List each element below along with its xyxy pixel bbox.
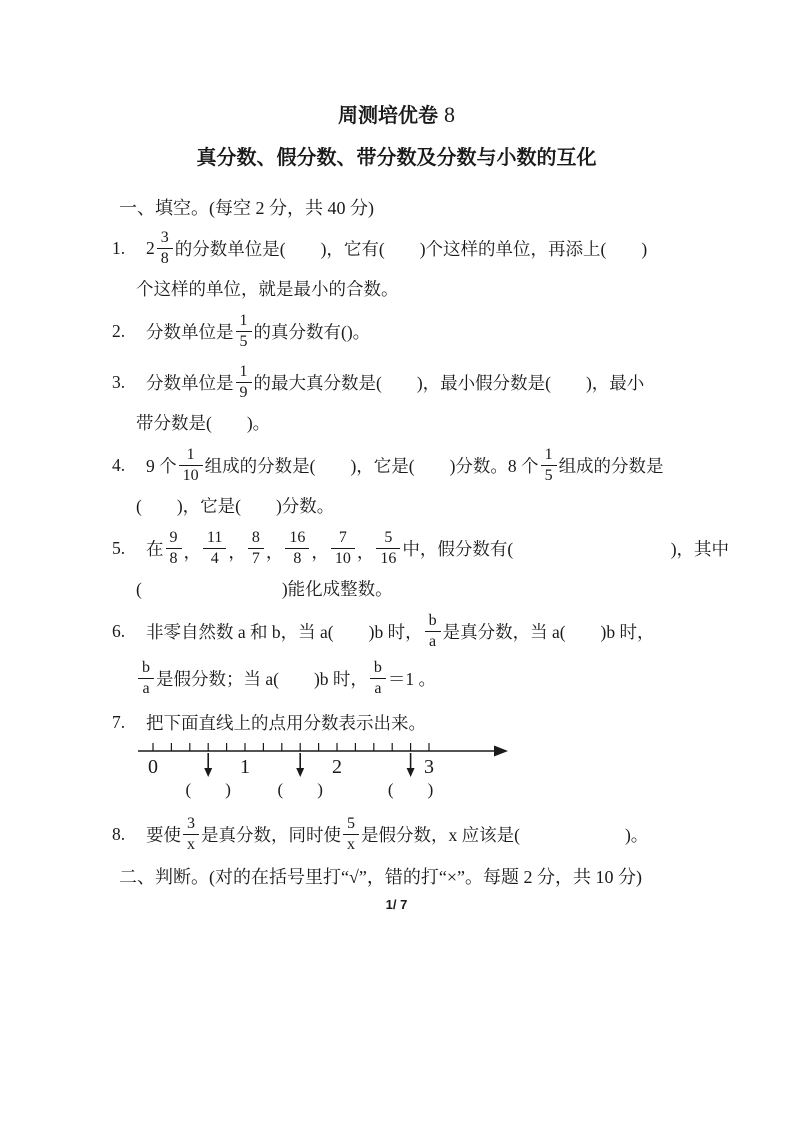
question-5 — [112, 528, 730, 601]
fraction-numerator: 7 — [331, 528, 355, 549]
text-run: 在 — [146, 539, 164, 559]
fraction-numerator: 1 — [541, 445, 557, 466]
question-number: 2. — [112, 321, 126, 341]
fraction-numerator: 5 — [343, 814, 359, 835]
fraction — [248, 528, 264, 569]
numberline-answer-blank-1: ( ) — [185, 780, 231, 799]
question-7 — [112, 709, 702, 804]
fraction — [157, 228, 173, 269]
fraction-denominator: 10 — [182, 467, 199, 484]
fraction-numerator: 11 — [203, 528, 226, 549]
fraction — [166, 528, 182, 569]
fraction-denominator: x — [187, 836, 195, 853]
numberline-label-1: 1 — [240, 756, 250, 778]
question-number: 7. — [112, 711, 126, 732]
fraction-denominator: 5 — [239, 333, 248, 350]
page-title — [0, 102, 793, 129]
question-list — [112, 228, 730, 855]
fraction-numerator: 3 — [183, 814, 199, 835]
fraction-denominator: 8 — [160, 250, 169, 267]
text-run: 带分数是( )。 — [136, 412, 271, 433]
text-run: 是假分数，x 应该是( )。 — [361, 825, 649, 845]
fraction-numerator: 8 — [248, 528, 264, 549]
section-two-header: 二、判断。(对的在括号里打“√”，错的打“×”。每题 2 分，共 10 分) — [119, 867, 642, 887]
text-run: 把下面直线上的点用分数表示出来。 — [146, 712, 426, 733]
question-2-line-1 — [112, 311, 702, 352]
numberline-label-2: 2 — [332, 756, 342, 778]
page-title-text: 周测培优卷 — [338, 105, 438, 127]
question-6-line-2 — [112, 658, 702, 699]
question-6 — [112, 611, 702, 699]
fraction — [138, 658, 154, 699]
text-run: ， — [183, 542, 201, 562]
text-run: ， — [265, 542, 284, 562]
text-run: 9 个 — [146, 456, 177, 476]
fraction — [236, 362, 252, 403]
numberline-label-0: 0 — [148, 756, 158, 778]
fraction — [183, 814, 199, 855]
fraction — [179, 445, 203, 486]
question-3-line-1 — [112, 362, 702, 403]
text-run: 的最大真分数是( )，最小假分数是( )，最小 — [253, 373, 645, 393]
fraction-denominator: x — [347, 836, 355, 853]
text-run: 是假分数；当 a( )b 时， — [156, 669, 368, 689]
fraction-denominator: 8 — [169, 550, 178, 567]
question-1-line-1 — [112, 228, 702, 269]
question-number: 3. — [112, 372, 126, 392]
question-6-line-1 — [112, 611, 702, 652]
question-4-line-2 — [112, 492, 702, 518]
fraction-denominator: 10 — [334, 550, 351, 567]
fraction-denominator: 9 — [239, 384, 248, 401]
fraction — [343, 814, 359, 855]
text-run: 的分数单位是( )，它有( )个这样的单位，再添上( ) — [174, 239, 648, 259]
text-run: 是真分数，当 a( )b 时， — [442, 622, 655, 642]
question-1 — [112, 228, 702, 301]
question-5-line-1 — [112, 528, 730, 569]
question-3 — [112, 362, 702, 435]
fraction-denominator: 7 — [251, 550, 260, 567]
fraction — [541, 445, 557, 486]
text-run: ， — [311, 542, 329, 562]
text-run: 组成的分数是 — [558, 456, 664, 476]
fraction — [425, 611, 441, 652]
fraction-numerator: 9 — [166, 528, 182, 549]
fraction-denominator: 5 — [544, 467, 553, 484]
fraction-numerator: 3 — [157, 228, 173, 249]
text-run: ＝1 。 — [387, 669, 437, 689]
text-run: 非零自然数 a 和 b，当 a( )b 时， — [146, 622, 423, 642]
text-run: 分数单位是 — [146, 322, 234, 342]
numberline-answer-blank-3: ( ) — [387, 780, 434, 799]
question-5-line-2 — [112, 575, 702, 601]
question-number: 4. — [112, 455, 126, 475]
fraction-denominator: 16 — [380, 550, 397, 567]
question-8-line-1 — [112, 814, 702, 855]
section-one-header: 一、填空。(每空 2 分，共 40 分) — [119, 198, 374, 218]
fraction-numerator: 16 — [285, 528, 309, 549]
fraction-numerator: b — [138, 658, 154, 679]
text-run: ( )能化成整数。 — [136, 578, 393, 599]
question-1-line-2 — [112, 275, 702, 301]
fraction-denominator: a — [374, 680, 382, 697]
question-3-line-2 — [112, 409, 702, 435]
question-number: 5. — [112, 538, 126, 558]
text-run: ， — [356, 542, 375, 562]
fraction — [370, 658, 386, 699]
fraction-numerator: 5 — [376, 528, 400, 549]
question-number: 8. — [112, 824, 126, 844]
number-line — [112, 741, 702, 804]
question-number: 1. — [112, 238, 126, 258]
fraction — [236, 311, 252, 352]
fraction-numerator: 1 — [236, 362, 252, 383]
document-body — [112, 196, 730, 889]
question-4-line-1 — [112, 445, 702, 486]
question-8 — [112, 814, 702, 855]
page-subtitle: 真分数、假分数、带分数及分数与小数的互化 — [196, 147, 597, 169]
fraction — [285, 528, 309, 569]
text-run: 要使 — [146, 825, 181, 845]
text-run: ， — [228, 542, 246, 562]
fraction-denominator: a — [142, 680, 150, 697]
numberline-label-3: 3 — [424, 756, 434, 778]
text-run: 个这样的单位，就是最小的合数。 — [136, 278, 399, 299]
fraction — [331, 528, 355, 569]
fraction-denominator: 8 — [293, 550, 302, 567]
fraction — [203, 528, 226, 569]
text-run: 的真分数有()。 — [253, 322, 371, 342]
text-run: 组成的分数是( )，它是( )分数。8 个 — [204, 456, 539, 476]
text-run: ( )，它是( )分数。 — [136, 495, 335, 516]
page-title-number: 8 — [444, 102, 455, 127]
fraction-denominator: a — [429, 633, 437, 650]
text-run: 是真分数，同时使 — [201, 825, 341, 845]
fraction — [376, 528, 400, 569]
question-2 — [112, 311, 702, 352]
page-number: 1/ 7 — [385, 897, 408, 912]
fraction-numerator: b — [425, 611, 441, 632]
fraction-denominator: 4 — [210, 550, 219, 567]
text-run: 2 — [146, 238, 155, 258]
fraction-numerator: 1 — [236, 311, 252, 332]
question-7-line-1 — [112, 709, 702, 735]
fraction-numerator: 1 — [179, 445, 203, 466]
question-number: 6. — [112, 621, 126, 641]
question-4 — [112, 445, 702, 518]
fraction-numerator: b — [370, 658, 386, 679]
numberline-answer-blank-2: ( ) — [277, 780, 323, 799]
text-run: 分数单位是 — [146, 373, 234, 393]
text-run: 中，假分数有( )，其中 — [402, 539, 730, 559]
